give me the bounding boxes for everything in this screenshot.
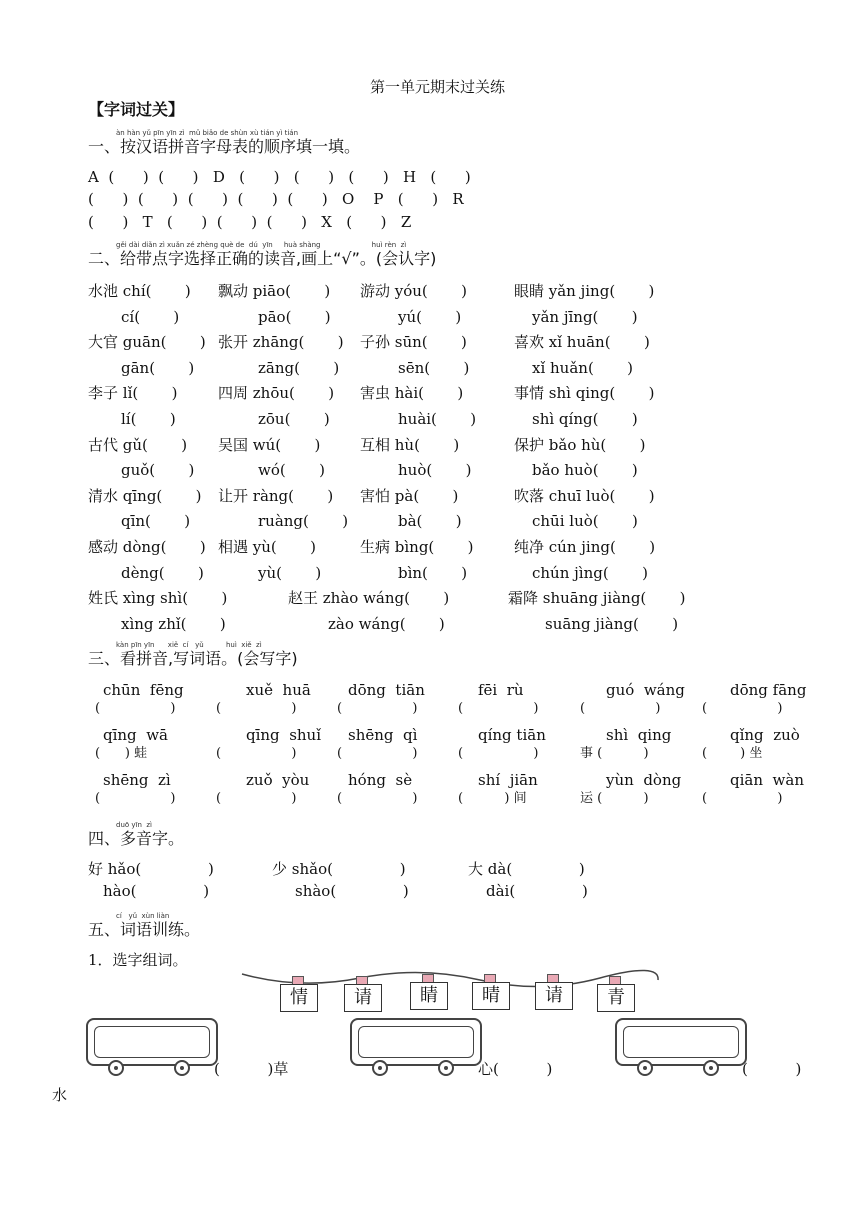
section-header: 【字词过关】: [88, 100, 185, 119]
s2-item: 吹落 chuī luò( ): [514, 486, 655, 505]
s3-answer-blank[interactable]: ( ): [337, 791, 418, 806]
char-card[interactable]: 青: [597, 984, 635, 1012]
s2-item: 李子 lǐ( ): [88, 384, 178, 403]
s3-answer-blank[interactable]: ( ): [580, 701, 661, 716]
s1-heading: 一、按汉语拼音字母表的顺序填一填。: [88, 137, 361, 156]
s2-item: shì qíng( ): [532, 410, 638, 428]
s3-pinyin-item: qíng tiān: [478, 726, 546, 744]
s1-row-1: A ( ) ( ) D ( ) ( ) ( ) H ( ): [88, 168, 471, 186]
s2-item: 古代 gǔ( ): [88, 435, 188, 454]
s2-item: 子孙 sūn( ): [360, 333, 467, 352]
s2-item: 互相 hù( ): [360, 435, 460, 454]
s2-item: 吴国 wú( ): [218, 435, 321, 454]
s2-heading: 二、给带点字选择正确的读音,画上“√”。(会认字): [88, 249, 437, 268]
wheel-icon: [438, 1060, 454, 1076]
s3-pinyin-item: guó wáng: [606, 681, 685, 699]
s2-item: 水池 chí( ): [88, 282, 191, 300]
train-car-2: [350, 1018, 482, 1066]
s3-pinyin-item: zuǒ yòu: [246, 771, 310, 789]
s3-answer-blank[interactable]: ( ): [337, 701, 418, 716]
s3-answer-blank[interactable]: ( ): [337, 746, 418, 761]
s2-item: ruàng( ): [258, 512, 349, 531]
blank-3[interactable]: ( ): [742, 1060, 802, 1078]
tail-char: 水: [52, 1086, 68, 1104]
blank-1[interactable]: ( )草: [214, 1060, 289, 1078]
s2-item: gān( ): [121, 358, 195, 377]
s3-answer-blank[interactable]: ( ): [95, 701, 176, 716]
s3-pinyin-item: xuě huā: [246, 681, 311, 699]
s2-item: huò( ): [398, 461, 472, 480]
s2-item: qīn( ): [121, 512, 191, 531]
page-title: 第一单元期末过关练: [370, 78, 506, 96]
s2-item: 霜降 shuāng jiàng( ): [508, 589, 686, 608]
s4-heading: 四、多音字。: [88, 829, 185, 848]
s2-item: yú( ): [398, 307, 462, 326]
s2-item: 大官 guān( ): [88, 333, 206, 352]
s2-item: yǎn jīng( ): [532, 307, 638, 326]
s4-dai: dài( ): [486, 882, 588, 900]
s2-item: xǐ huǎn( ): [532, 358, 634, 377]
s2-item: chún jìng( ): [532, 563, 648, 582]
s3-pinyin-item: qīng wā: [103, 726, 168, 744]
s2-item: 保护 bǎo hù( ): [514, 435, 646, 454]
s3-answer-blank[interactable]: ( ): [702, 791, 783, 806]
s2-item: guǒ( ): [121, 461, 195, 480]
s3-pinyin-item: shí jiān: [478, 771, 538, 789]
s2-item: 姓氏 xìng shì( ): [88, 589, 228, 608]
s1-row-2: ( ) ( ) ( ) ( ) ( ) O P ( ) R: [88, 190, 464, 208]
s2-item: 四周 zhōu( ): [218, 384, 335, 403]
s2-item: sēn( ): [398, 358, 470, 377]
s3-answer-blank[interactable]: 运 ( ): [580, 791, 649, 806]
s3-answer-blank[interactable]: 事 ( ): [580, 746, 649, 761]
s2-item: suāng jiàng( ): [545, 614, 679, 633]
s2-item: dèng( ): [121, 563, 204, 582]
s2-item: 赵王 zhào wáng( ): [288, 589, 450, 608]
s3-answer-blank[interactable]: ( ): [216, 791, 297, 806]
s2-item: 飘动 piāo( ): [218, 282, 331, 300]
char-card[interactable]: 睛: [410, 982, 448, 1010]
s2-item: pāo( ): [258, 307, 331, 326]
s4-pinyin: duō yīn zì: [116, 821, 152, 829]
s2-item: 感动 dòng( ): [88, 538, 206, 556]
s5-q1: 1．选字组词。: [88, 951, 188, 969]
s3-answer-blank[interactable]: ( ): [216, 701, 297, 716]
s4-hao: 好 hǎo( ): [88, 860, 214, 878]
s2-item: 喜欢 xǐ huān( ): [514, 333, 650, 352]
s3-answer-blank[interactable]: ( ): [702, 701, 783, 716]
s5-heading: 五、词语训练。: [88, 920, 201, 939]
s3-pinyin-item: shēng qì: [348, 726, 418, 744]
wheel-icon: [372, 1060, 388, 1076]
s3-pinyin-item: qīng shuǐ: [246, 726, 322, 744]
wheel-icon: [174, 1060, 190, 1076]
s3-pinyin-item: shì qing: [606, 726, 672, 744]
s3-answer-blank[interactable]: ( ) 蛙: [95, 746, 148, 761]
s3-answer-blank[interactable]: ( ) 坐: [702, 746, 763, 761]
s3-pinyin-item: shēng zì: [103, 771, 171, 789]
s4-da: 大 dà( ): [468, 860, 585, 878]
s2-item: 事情 shì qing( ): [514, 384, 655, 403]
s2-item: lí( ): [121, 410, 176, 428]
s2-item: 清水 qīng( ): [88, 486, 202, 505]
train-car-3: [615, 1018, 747, 1066]
s2-item: cí( ): [121, 307, 180, 326]
s3-answer-blank[interactable]: ( ) 间: [458, 791, 527, 806]
s2-item: zāng( ): [258, 358, 340, 377]
s2-item: 让开 ràng( ): [218, 486, 334, 505]
s3-pinyin-item: chūn fēng: [103, 681, 184, 699]
wheel-icon: [637, 1060, 653, 1076]
s2-item: chūi luò( ): [532, 512, 638, 531]
s5-pinyin: cí yǔ xùn liàn: [116, 912, 170, 920]
char-card[interactable]: 情: [280, 984, 318, 1012]
s2-item: yù( ): [258, 563, 322, 582]
s2-item: 相遇 yù( ): [218, 538, 316, 556]
char-card[interactable]: 请: [535, 982, 573, 1010]
s3-pinyin-item: dōng fāng: [730, 681, 807, 699]
s2-item: xìng zhǐ( ): [121, 614, 226, 633]
s1-pinyin: àn hàn yǔ pīn yīn zì mǔ biǎo de shùn xù tián yì tián: [116, 129, 299, 137]
s2-pinyin: gěi dài diǎn zì xuǎn zé zhèng què de dú yīn huà shàng huì rèn zì: [116, 241, 407, 249]
s3-answer-blank[interactable]: ( ): [95, 791, 176, 806]
s2-item: 纯净 cún jing( ): [514, 538, 656, 556]
s3-answer-blank[interactable]: ( ): [458, 701, 539, 716]
s2-item: 害虫 hài( ): [360, 384, 464, 403]
blank-2[interactable]: 心( ): [478, 1060, 553, 1078]
char-card[interactable]: 晴: [472, 982, 510, 1010]
s3-pinyin-item: fēi rù: [478, 681, 524, 699]
s3-pinyin-item: hóng sè: [348, 771, 413, 789]
s2-item: bìn( ): [398, 563, 468, 582]
s2-item: 害怕 pà( ): [360, 486, 459, 505]
train-car-1: [86, 1018, 218, 1066]
s3-answer-blank[interactable]: ( ): [458, 746, 539, 761]
s2-item: wó( ): [258, 461, 325, 480]
s3-pinyin-item: qǐng zuò: [730, 726, 800, 744]
s3-pinyin: kàn pīn yīn xiě cí yǔ huì xiě zì: [116, 641, 262, 649]
s4-shao-2: shào( ): [295, 882, 409, 900]
s3-pinyin-item: dōng tiān: [348, 681, 425, 699]
s3-pinyin-item: qiān wàn: [730, 771, 804, 789]
s2-item: 游动 yóu( ): [360, 282, 468, 300]
s3-heading: 三、看拼音,写词语。(会写字): [88, 649, 298, 668]
s1-row-3: ( ) T ( ) ( ) ( ) X ( ) Z: [88, 213, 412, 231]
wheel-icon: [108, 1060, 124, 1076]
s2-item: huài( ): [398, 410, 477, 428]
s2-item: zào wáng( ): [328, 614, 445, 633]
s2-item: bà( ): [398, 512, 462, 531]
s4-shao: 少 shǎo( ): [272, 860, 406, 878]
s3-answer-blank[interactable]: ( ): [216, 746, 297, 761]
char-card[interactable]: 请: [344, 984, 382, 1012]
s4-hao-2: hào( ): [103, 882, 210, 900]
s3-pinyin-item: yùn dòng: [606, 771, 682, 789]
s2-item: 张开 zhāng( ): [218, 333, 344, 352]
wheel-icon: [703, 1060, 719, 1076]
s2-item: bǎo huò( ): [532, 461, 638, 480]
s2-item: zōu( ): [258, 410, 330, 428]
s2-item: 生病 bìng( ): [360, 538, 474, 556]
s2-item: 眼睛 yǎn jing( ): [514, 282, 655, 300]
